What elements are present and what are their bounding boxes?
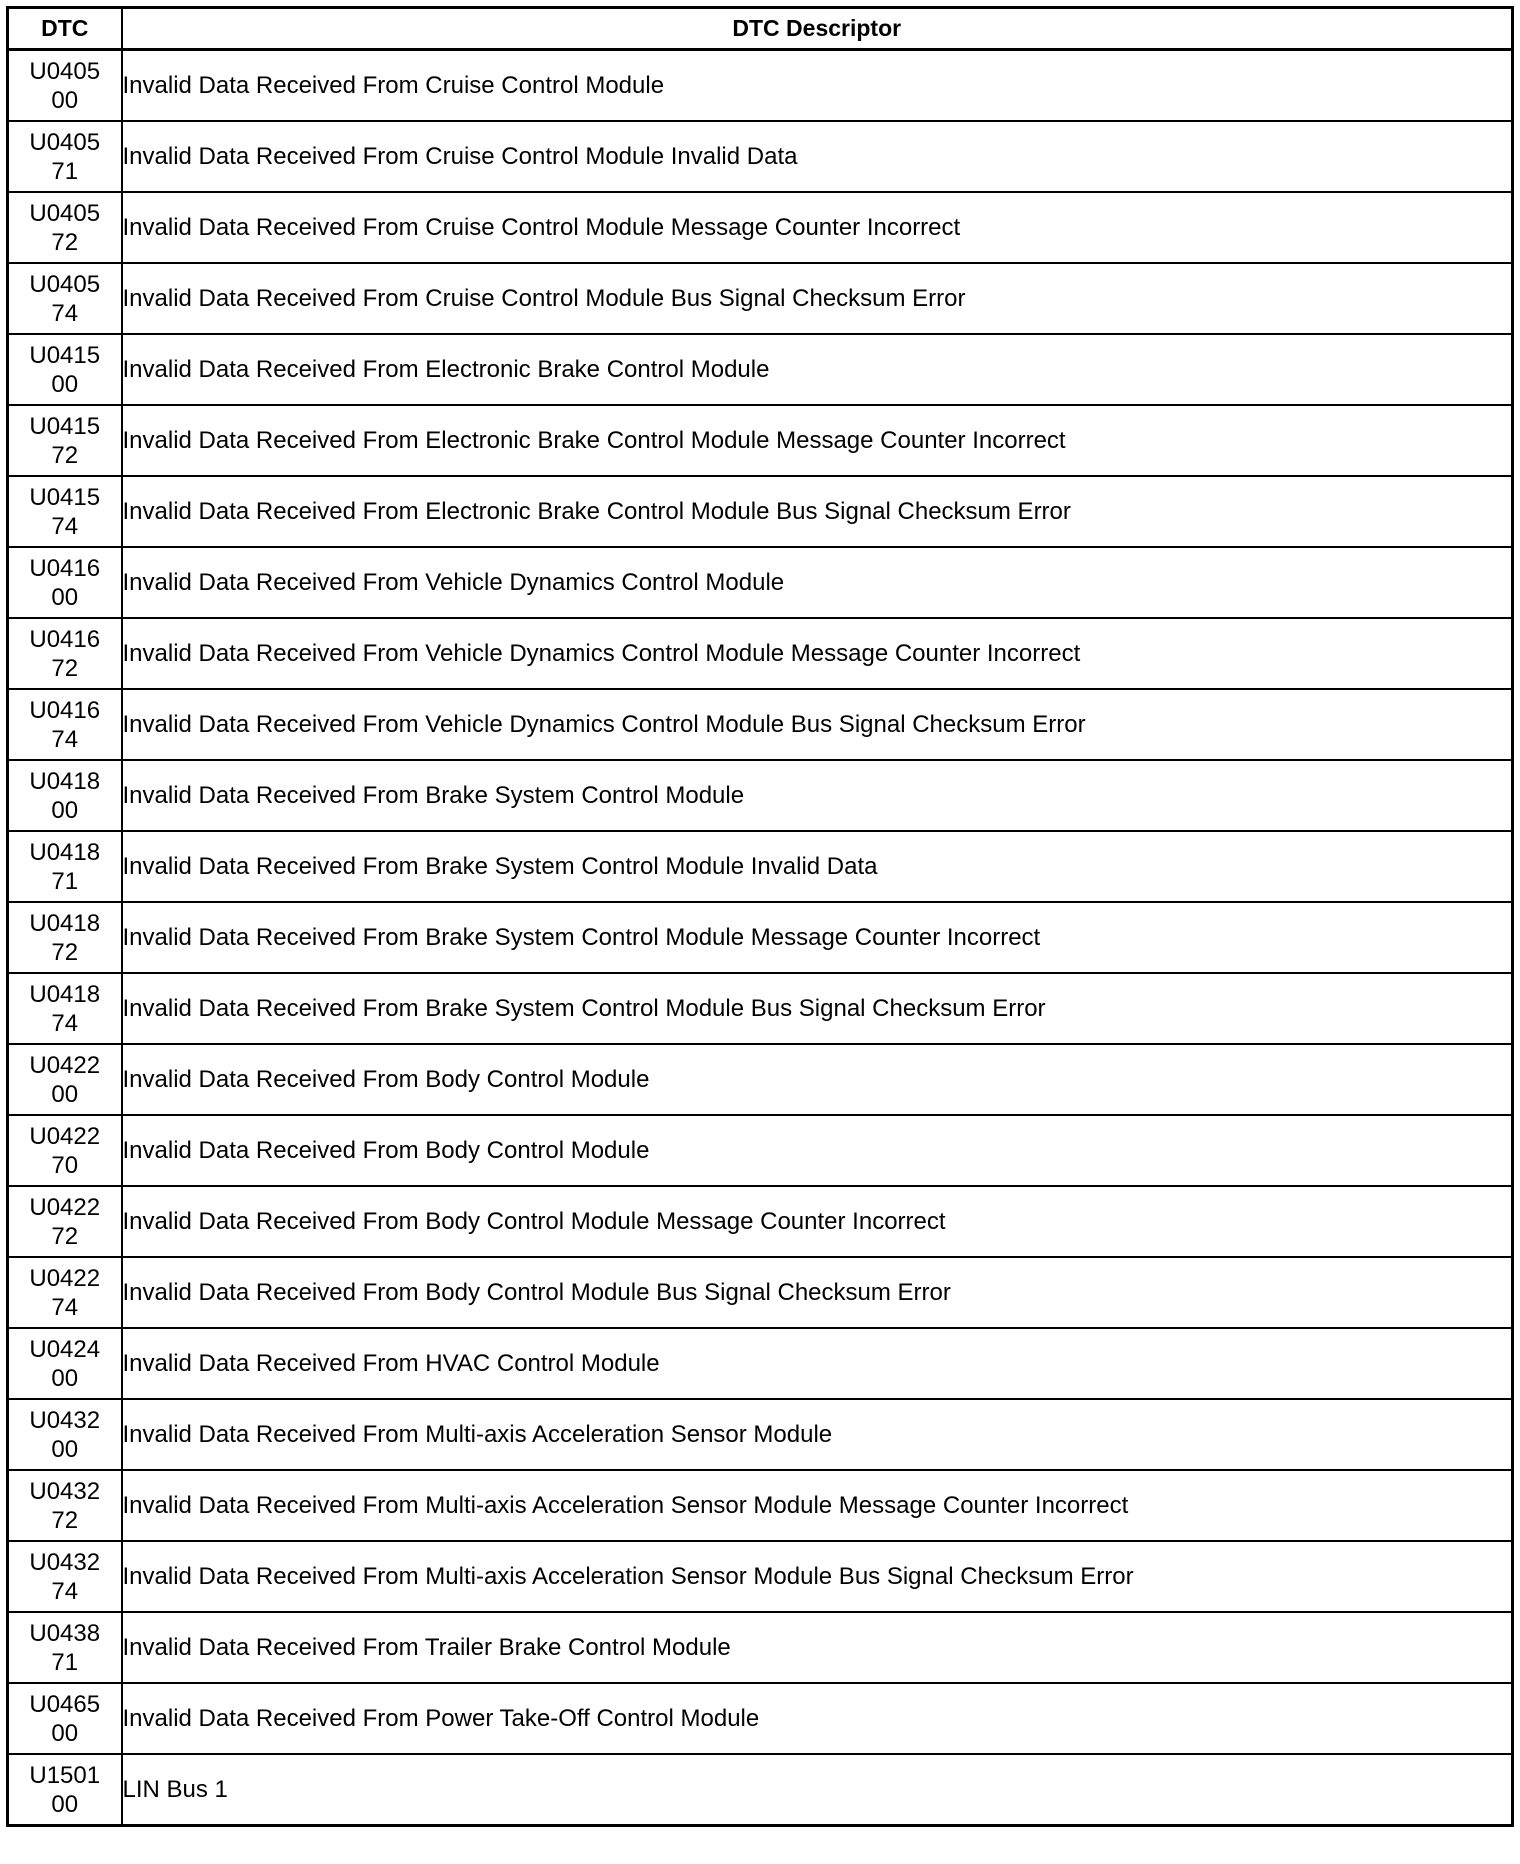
dtc-symptom-byte: 00 xyxy=(51,1790,79,1818)
dtc-code: U0405 xyxy=(29,128,101,156)
dtc-code-cell xyxy=(8,1186,122,1257)
dtc-code: U0422 xyxy=(29,1264,101,1292)
dtc-code-cell xyxy=(8,689,122,760)
dtc-symptom-byte: 71 xyxy=(51,157,79,185)
dtc-symptom-byte: 70 xyxy=(51,1151,79,1179)
dtc-code: U0418 xyxy=(29,980,101,1008)
dtc-code-cell xyxy=(8,1683,122,1754)
table-row xyxy=(8,50,1513,122)
dtc-code-cell xyxy=(8,1470,122,1541)
dtc-symptom-byte: 00 xyxy=(51,1435,79,1463)
dtc-code: U0432 xyxy=(29,1477,101,1505)
dtc-descriptor: Invalid Data Received From HVAC Control Module xyxy=(122,1328,1513,1399)
dtc-code-cell xyxy=(8,1257,122,1328)
dtc-symptom-byte: 74 xyxy=(51,299,79,327)
dtc-code-cell xyxy=(8,1399,122,1470)
table-row xyxy=(8,1044,1513,1115)
dtc-symptom-byte: 72 xyxy=(51,938,79,966)
dtc-code-cell xyxy=(8,973,122,1044)
dtc-code-cell xyxy=(8,547,122,618)
dtc-descriptor: Invalid Data Received From Multi-axis Acceleration Sensor Module xyxy=(122,1399,1513,1470)
dtc-descriptor: Invalid Data Received From Multi-axis Acceleration Sensor Module Message Counter Incorrect xyxy=(122,1470,1513,1541)
dtc-code: U0415 xyxy=(29,341,101,369)
dtc-symptom-byte: 72 xyxy=(51,1222,79,1250)
table-row xyxy=(8,1115,1513,1186)
table-row xyxy=(8,1612,1513,1683)
dtc-symptom-byte: 74 xyxy=(51,725,79,753)
dtc-symptom-byte: 74 xyxy=(51,512,79,540)
dtc-symptom-byte: 00 xyxy=(51,583,79,611)
dtc-descriptor: Invalid Data Received From Vehicle Dynamics Control Module Bus Signal Checksum Error xyxy=(122,689,1513,760)
dtc-descriptor: Invalid Data Received From Vehicle Dynamics Control Module xyxy=(122,547,1513,618)
dtc-code: U0432 xyxy=(29,1406,101,1434)
header-dtc-descriptor: DTC Descriptor xyxy=(122,8,1513,50)
dtc-code: U0438 xyxy=(29,1619,101,1647)
dtc-code: U0432 xyxy=(29,1548,101,1576)
dtc-code: U0415 xyxy=(29,412,101,440)
dtc-symptom-byte: 00 xyxy=(51,796,79,824)
header-dtc: DTC xyxy=(8,8,122,50)
dtc-descriptor: Invalid Data Received From Electronic Brake Control Module xyxy=(122,334,1513,405)
table-row xyxy=(8,192,1513,263)
dtc-descriptor: Invalid Data Received From Brake System Control Module Message Counter Incorrect xyxy=(122,902,1513,973)
dtc-descriptor: Invalid Data Received From Brake System Control Module Invalid Data xyxy=(122,831,1513,902)
dtc-code-cell xyxy=(8,405,122,476)
dtc-symptom-byte: 72 xyxy=(51,654,79,682)
dtc-descriptor: Invalid Data Received From Brake System Control Module Bus Signal Checksum Error xyxy=(122,973,1513,1044)
dtc-symptom-byte: 00 xyxy=(51,1364,79,1392)
dtc-symptom-byte: 72 xyxy=(51,228,79,256)
dtc-descriptor: Invalid Data Received From Body Control Module Message Counter Incorrect xyxy=(122,1186,1513,1257)
dtc-descriptor: Invalid Data Received From Cruise Control Module Message Counter Incorrect xyxy=(122,192,1513,263)
table-body xyxy=(8,50,1513,1826)
dtc-code-cell xyxy=(8,1328,122,1399)
dtc-code-cell xyxy=(8,618,122,689)
dtc-code: U0418 xyxy=(29,767,101,795)
dtc-descriptor: Invalid Data Received From Power Take-Off Control Module xyxy=(122,1683,1513,1754)
table-row xyxy=(8,1399,1513,1470)
dtc-code: U0416 xyxy=(29,625,101,653)
dtc-code: U0422 xyxy=(29,1122,101,1150)
dtc-descriptor: Invalid Data Received From Electronic Brake Control Module Message Counter Incorrect xyxy=(122,405,1513,476)
dtc-descriptor: Invalid Data Received From Vehicle Dynamics Control Module Message Counter Incorrect xyxy=(122,618,1513,689)
table-row xyxy=(8,1683,1513,1754)
dtc-code: U0422 xyxy=(29,1193,101,1221)
dtc-symptom-byte: 00 xyxy=(51,86,79,114)
dtc-code: U0424 xyxy=(29,1335,101,1363)
table-row xyxy=(8,618,1513,689)
dtc-descriptor: Invalid Data Received From Brake System Control Module xyxy=(122,760,1513,831)
dtc-code: U0405 xyxy=(29,270,101,298)
dtc-symptom-byte: 72 xyxy=(51,1506,79,1534)
dtc-descriptor: Invalid Data Received From Cruise Control Module xyxy=(122,50,1513,122)
dtc-symptom-byte: 74 xyxy=(51,1293,79,1321)
dtc-code-cell xyxy=(8,476,122,547)
dtc-code: U0418 xyxy=(29,838,101,866)
table-row xyxy=(8,689,1513,760)
dtc-code-cell xyxy=(8,1612,122,1683)
dtc-symptom-byte: 71 xyxy=(51,1648,79,1676)
dtc-descriptor: LIN Bus 1 xyxy=(122,1754,1513,1826)
table-row xyxy=(8,902,1513,973)
table-row xyxy=(8,831,1513,902)
table-row xyxy=(8,1257,1513,1328)
dtc-symptom-byte: 74 xyxy=(51,1577,79,1605)
table-row xyxy=(8,1541,1513,1612)
dtc-descriptor: Invalid Data Received From Electronic Brake Control Module Bus Signal Checksum Error xyxy=(122,476,1513,547)
dtc-code: U0465 xyxy=(29,1690,101,1718)
table-row xyxy=(8,973,1513,1044)
dtc-code-cell xyxy=(8,1754,122,1826)
dtc-symptom-byte: 00 xyxy=(51,1080,79,1108)
dtc-code-cell xyxy=(8,760,122,831)
dtc-code-cell xyxy=(8,121,122,192)
dtc-descriptor: Invalid Data Received From Multi-axis Acceleration Sensor Module Bus Signal Checksum Error xyxy=(122,1541,1513,1612)
dtc-code: U0405 xyxy=(29,57,101,85)
table-row xyxy=(8,547,1513,618)
dtc-code: U0416 xyxy=(29,554,101,582)
dtc-code-cell xyxy=(8,831,122,902)
dtc-descriptor: Invalid Data Received From Body Control Module Bus Signal Checksum Error xyxy=(122,1257,1513,1328)
table-row xyxy=(8,1754,1513,1826)
dtc-symptom-byte: 72 xyxy=(51,441,79,469)
dtc-code-cell xyxy=(8,1044,122,1115)
dtc-descriptor: Invalid Data Received From Body Control Module xyxy=(122,1115,1513,1186)
table-row xyxy=(8,1186,1513,1257)
dtc-code: U0415 xyxy=(29,483,101,511)
dtc-code: U0418 xyxy=(29,909,101,937)
table-row xyxy=(8,760,1513,831)
table-row xyxy=(8,121,1513,192)
dtc-code-cell xyxy=(8,1115,122,1186)
dtc-table xyxy=(6,6,1514,1827)
dtc-symptom-byte: 71 xyxy=(51,867,79,895)
table-row xyxy=(8,334,1513,405)
table-row xyxy=(8,1328,1513,1399)
dtc-symptom-byte: 00 xyxy=(51,370,79,398)
table-row xyxy=(8,476,1513,547)
dtc-code: U0422 xyxy=(29,1051,101,1079)
dtc-code: U0405 xyxy=(29,199,101,227)
dtc-code-cell xyxy=(8,263,122,334)
dtc-code-cell xyxy=(8,50,122,122)
dtc-code: U1501 xyxy=(29,1761,101,1789)
dtc-symptom-byte: 74 xyxy=(51,1009,79,1037)
dtc-descriptor: Invalid Data Received From Trailer Brake Control Module xyxy=(122,1612,1513,1683)
dtc-code: U0416 xyxy=(29,696,101,724)
dtc-descriptor: Invalid Data Received From Cruise Control Module Bus Signal Checksum Error xyxy=(122,263,1513,334)
dtc-code-cell xyxy=(8,1541,122,1612)
table-row xyxy=(8,405,1513,476)
dtc-code-cell xyxy=(8,334,122,405)
dtc-code-cell xyxy=(8,902,122,973)
dtc-symptom-byte: 00 xyxy=(51,1719,79,1747)
dtc-descriptor: Invalid Data Received From Body Control Module xyxy=(122,1044,1513,1115)
table-row xyxy=(8,263,1513,334)
table-row xyxy=(8,1470,1513,1541)
table-header-row xyxy=(8,8,1513,50)
dtc-code-cell xyxy=(8,192,122,263)
dtc-descriptor: Invalid Data Received From Cruise Control Module Invalid Data xyxy=(122,121,1513,192)
